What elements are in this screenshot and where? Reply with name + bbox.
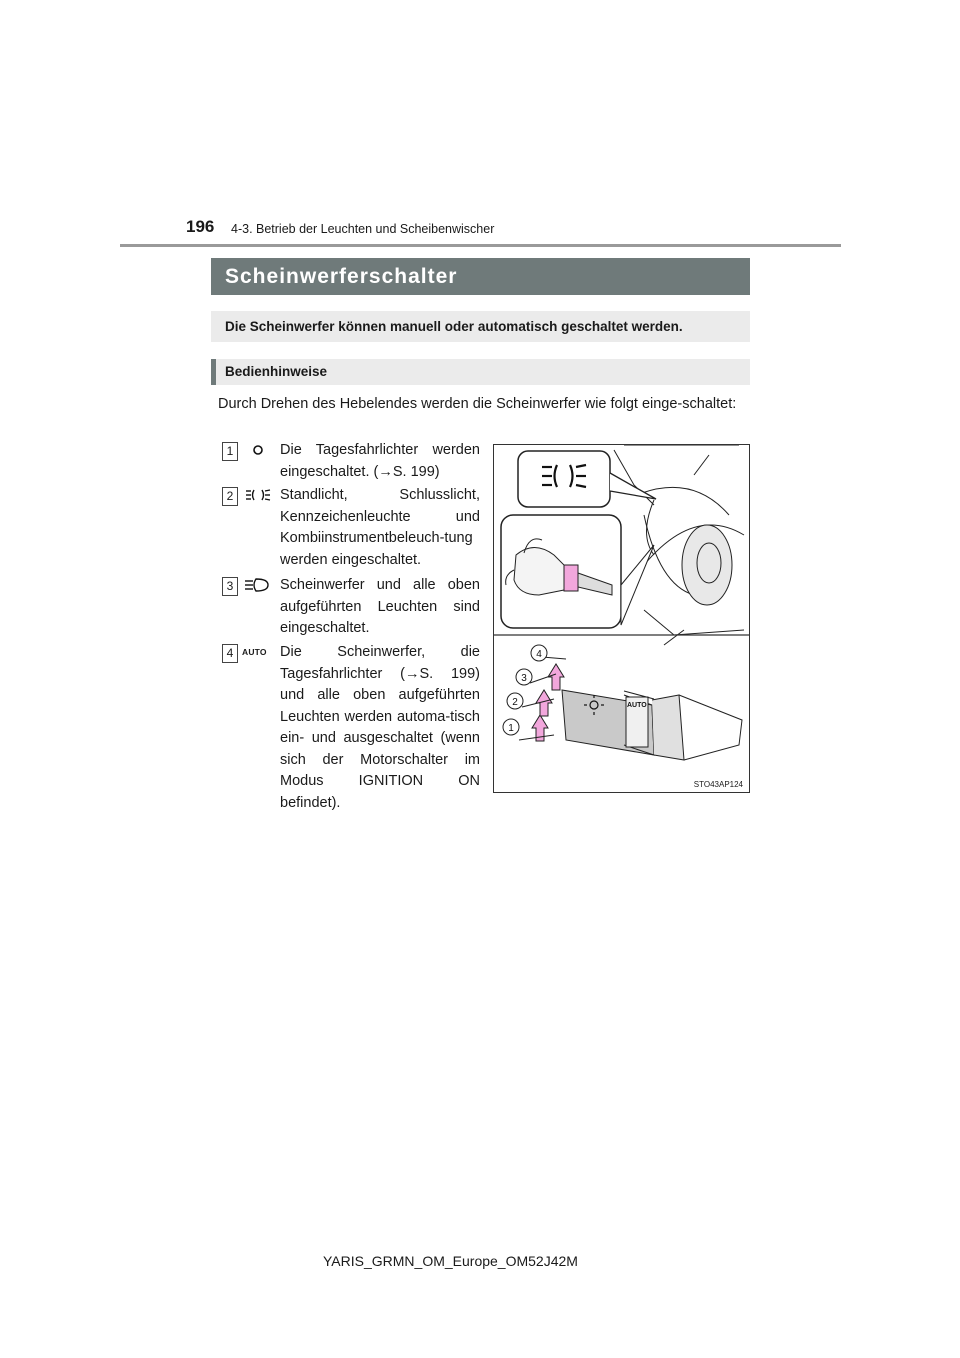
intro-text: Durch Drehen des Hebelendes werden die Scheinwerfer wie folgt einge-schaltet:	[218, 396, 737, 412]
list-item	[218, 642, 480, 817]
summary-box: Die Scheinwerfer können manuell oder automatisch geschaltet werden.	[211, 311, 750, 342]
subheading: Bedienhinweise	[211, 359, 750, 385]
parking-light-icon	[242, 487, 274, 503]
figure-code: STO43AP124	[693, 780, 743, 789]
page-number: 196	[186, 217, 215, 236]
section-breadcrumb: 4-3. Betrieb der Leuchten und Scheibenwischer	[231, 222, 495, 236]
item-text: Scheinwerfer und alle oben aufgeführten Leuchten sind eingeschaltet.	[280, 577, 480, 636]
item-text: Standlicht, Schlusslicht, Kennzeichenleuchte und Kombiinstrumentbeleuch-tung werden eingeschaltet.	[280, 487, 480, 568]
auto-light-icon: AUTO	[242, 647, 267, 657]
callout-4: 4	[536, 649, 542, 660]
item-text: Die Scheinwerfer, die Tagesfahrlichter (→S. 199) und alle oben aufgeführten Leuchten werden automa-tisch ein- und ausgeschaltet (wenn sich der Motorschalter im Modus IGNITION ON befindet).	[280, 644, 480, 811]
page-title: Scheinwerferschalter	[211, 258, 750, 295]
callout-2: 2	[512, 697, 518, 708]
list-item	[218, 440, 480, 484]
headlight-switch-illustration	[493, 444, 750, 793]
headlight-icon	[242, 577, 274, 593]
daytime-running-light-icon	[242, 442, 274, 458]
list-item	[218, 485, 480, 573]
item-text: Die Tagesfahrlichter werden eingeschaltet. (→S. 199)	[280, 442, 480, 480]
callout-1: 1	[508, 723, 514, 734]
item-number: 3	[222, 577, 238, 596]
item-number: 1	[222, 442, 238, 461]
dashboard-illustration	[494, 445, 749, 792]
list-item	[218, 575, 480, 641]
item-number: 2	[222, 487, 238, 506]
footer-document-id: YARIS_GRMN_OM_Europe_OM52J42M	[323, 1253, 578, 1269]
item-number: 4	[222, 644, 238, 663]
header-divider	[120, 244, 841, 247]
switch-auto-label: AUTO	[627, 702, 647, 709]
callout-3: 3	[521, 673, 527, 684]
